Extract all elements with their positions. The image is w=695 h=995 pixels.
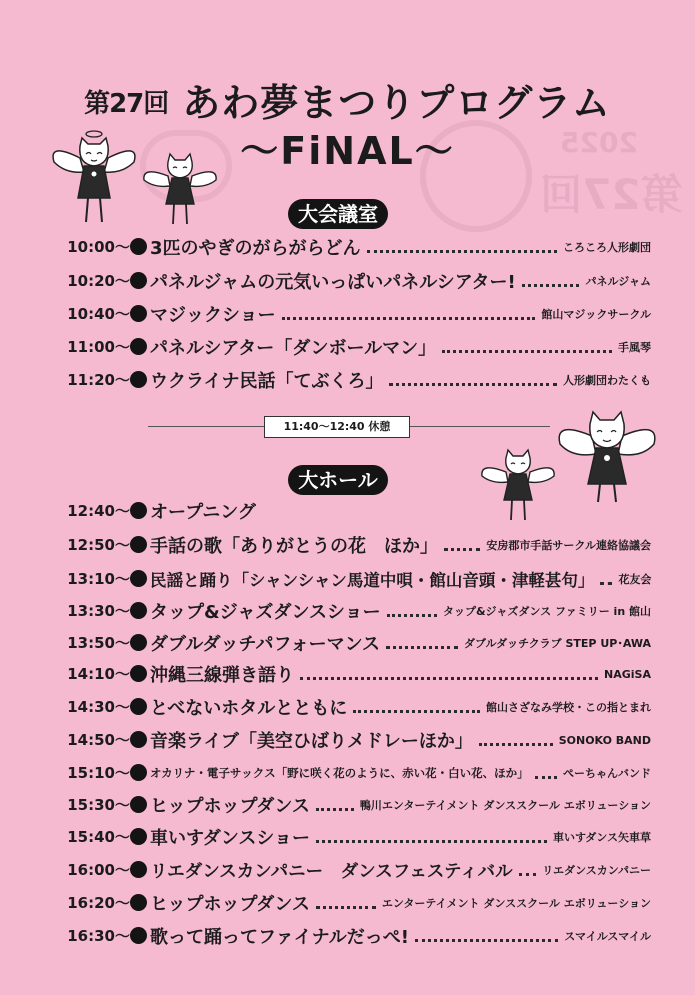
bullet-icon [130, 272, 147, 289]
program-entry [150, 333, 651, 361]
schedule-row [0, 823, 695, 851]
dotted-leader [415, 939, 558, 942]
schedule-row [0, 497, 695, 525]
program-entry [150, 922, 651, 950]
performer-name: ダブルダッチクラブ STEP UP･AWA [463, 637, 651, 650]
time-label: 16:20〜 [67, 894, 130, 912]
program-entry [150, 267, 651, 295]
program-title: 沖縄三線弾き語り [150, 665, 294, 686]
schedule-row [0, 889, 695, 917]
performer-name: ぺーちゃんバンド [563, 767, 651, 780]
bullet-icon [130, 338, 147, 355]
program-title: 手話の歌「ありがとうの花 ほか」 [150, 536, 438, 557]
bullet-icon [130, 894, 147, 911]
program-title: 車いすダンスショー [150, 828, 311, 849]
schedule-row [0, 366, 695, 394]
bullet-icon [130, 305, 147, 322]
performer-name: リエダンスカンパニー [542, 864, 651, 877]
schedule-row [0, 922, 695, 950]
bullet-icon [130, 698, 147, 715]
dotted-leader [600, 582, 612, 585]
time-label: 12:40〜 [67, 502, 130, 520]
performer-name: 安房郡市手話サークル連絡協議会 [486, 539, 651, 552]
program-entry [150, 565, 651, 593]
program-entry [150, 233, 651, 261]
break-divider-right [410, 426, 550, 427]
time-label: 13:50〜 [67, 634, 130, 652]
program-entry [150, 660, 651, 688]
time-label: 10:40〜 [67, 305, 130, 323]
program-entry [150, 726, 651, 754]
time-label: 15:30〜 [67, 796, 130, 814]
dotted-leader [389, 383, 557, 386]
schedule-row [0, 660, 695, 688]
show-through-edition: 第27回 [540, 170, 683, 219]
schedule-row [0, 856, 695, 884]
program-entry [150, 693, 651, 721]
edition-label: 第27回 [84, 89, 169, 119]
dotted-leader [522, 284, 580, 287]
schedule-row [0, 759, 695, 787]
bullet-icon [130, 602, 147, 619]
program-title: リエダンスカンパニー ダンスフェスティバル [150, 861, 513, 882]
program-entry [150, 597, 651, 625]
performer-name: 館山マジックサークル [541, 308, 651, 321]
program-title: パネルシアター「ダンボールマン」 [150, 338, 437, 359]
performer-name: NAGiSA [604, 667, 651, 681]
program-title: 音楽ライブ「美空ひばりメドレーほか」 [150, 731, 473, 752]
schedule-row [0, 791, 695, 819]
bullet-icon [130, 927, 147, 944]
performer-name: 車いすダンス矢車草 [552, 831, 651, 844]
time-label: 14:10〜 [67, 665, 130, 683]
program-title: タップ&ジャズダンスショー [150, 602, 381, 623]
dotted-leader [316, 906, 376, 909]
dotted-leader [387, 614, 437, 617]
time-label: 12:50〜 [67, 536, 130, 554]
cat-angel-illustration [552, 404, 662, 504]
program-entry [150, 497, 651, 525]
bullet-icon [130, 731, 147, 748]
program-title: ダブルダッチパフォーマンス [150, 634, 381, 655]
schedule-row [0, 693, 695, 721]
time-label: 15:40〜 [67, 828, 130, 846]
time-label: 16:30〜 [67, 927, 130, 945]
program-subtitle: 〜FiNAL〜 [240, 129, 455, 173]
section-label-conference-room: 大会議室 [288, 199, 388, 229]
bullet-icon [130, 828, 147, 845]
schedule-row [0, 565, 695, 593]
bullet-icon [130, 665, 147, 682]
dotted-leader [442, 350, 612, 353]
program-title: とべないホタルとともに [150, 698, 348, 719]
dotted-leader [519, 873, 537, 876]
program-entry [150, 889, 651, 917]
break-note: 11:40〜12:40 休憩 [264, 416, 410, 438]
time-label: 13:30〜 [67, 602, 130, 620]
bullet-icon [130, 861, 147, 878]
performer-name: スマイルスマイル [564, 930, 651, 943]
bullet-icon [130, 634, 147, 651]
bullet-icon [130, 536, 147, 553]
time-label: 14:50〜 [67, 731, 130, 749]
time-label: 14:30〜 [67, 698, 130, 716]
program-entry [150, 531, 651, 559]
program-title: オープニング [150, 502, 256, 523]
schedule-row [0, 233, 695, 261]
performer-name: 手風琴 [618, 341, 651, 354]
dotted-leader [479, 743, 553, 746]
dotted-leader [316, 840, 547, 843]
show-through-2025: 2025 [560, 126, 638, 159]
schedule-row [0, 333, 695, 361]
program-title: マジックショー [150, 305, 276, 326]
title-text: あわ夢まつりプログラム [182, 81, 611, 125]
bullet-icon [130, 796, 147, 813]
time-label: 10:20〜 [67, 272, 130, 290]
time-label: 16:00〜 [67, 861, 130, 879]
program-title: 3匹のやぎのがらがらどん [150, 238, 361, 259]
program-title: 歌って踊ってファイナルだっぺ! [150, 927, 409, 948]
schedule-row [0, 300, 695, 328]
program-entry [150, 823, 651, 851]
program-entry [150, 759, 651, 787]
program-entry [150, 791, 651, 819]
dotted-leader [316, 808, 354, 811]
performer-name: パネルジャム [585, 275, 651, 288]
dotted-leader [386, 646, 458, 649]
dotted-leader [444, 548, 480, 551]
bullet-icon [130, 371, 147, 388]
schedule-row [0, 267, 695, 295]
program-title: ウクライナ民話「てぶくろ」 [150, 371, 384, 392]
bullet-icon [130, 502, 147, 519]
cat-angel-illustration [140, 148, 220, 228]
performer-name: 人形劇団わたくも [563, 374, 651, 387]
bullet-icon [130, 238, 147, 255]
dotted-leader [535, 776, 557, 779]
break-divider-left [148, 426, 264, 427]
time-label: 13:10〜 [67, 570, 130, 588]
program-title: オカリナ・電子サックス「野に咲く花のように、赤い花・白い花、ほか」 [150, 766, 529, 780]
dotted-leader [353, 710, 480, 713]
performer-name: 花友会 [618, 573, 652, 586]
performer-name: ころころ人形劇団 [563, 241, 651, 254]
time-label: 11:00〜 [67, 338, 130, 356]
program-title [0, 72, 695, 127]
program-entry [150, 300, 651, 328]
program-entry [150, 366, 651, 394]
program-entry [150, 629, 651, 657]
performer-name: SONOKO BAND [558, 733, 651, 747]
performer-name: エンターテイメント ダンススクール エボリューション [381, 897, 651, 910]
program-title: 民謡と踊り「シャンシャン馬道中唄・館山音頭・津軽甚句」 [150, 571, 595, 590]
bullet-icon [130, 764, 147, 781]
time-label: 15:10〜 [67, 764, 130, 782]
schedule-row [0, 531, 695, 559]
performer-name: タップ&ジャズダンス ファミリー in 館山 [442, 605, 651, 618]
dotted-leader [300, 677, 598, 680]
schedule-row [0, 629, 695, 657]
performer-name: 鴨川エンターテイメント ダンススクール エボリューション [359, 799, 651, 812]
bullet-icon [130, 570, 147, 587]
dotted-leader [367, 250, 557, 253]
section-label-main-hall: 大ホール [288, 465, 388, 495]
schedule-row [0, 726, 695, 754]
cat-angel-illustration [44, 128, 144, 228]
time-label: 11:20〜 [67, 371, 130, 389]
schedule-row [0, 597, 695, 625]
performer-name: 館山さざなみ学校・この指とまれ [486, 701, 651, 714]
program-title: ヒップホップダンス [150, 894, 310, 915]
dotted-leader [282, 317, 536, 320]
program-entry [150, 856, 651, 884]
program-title: パネルジャムの元気いっぱいパネルシアター! [150, 272, 516, 293]
program-title: ヒップホップダンス [150, 796, 310, 817]
time-label: 10:00〜 [67, 238, 130, 256]
